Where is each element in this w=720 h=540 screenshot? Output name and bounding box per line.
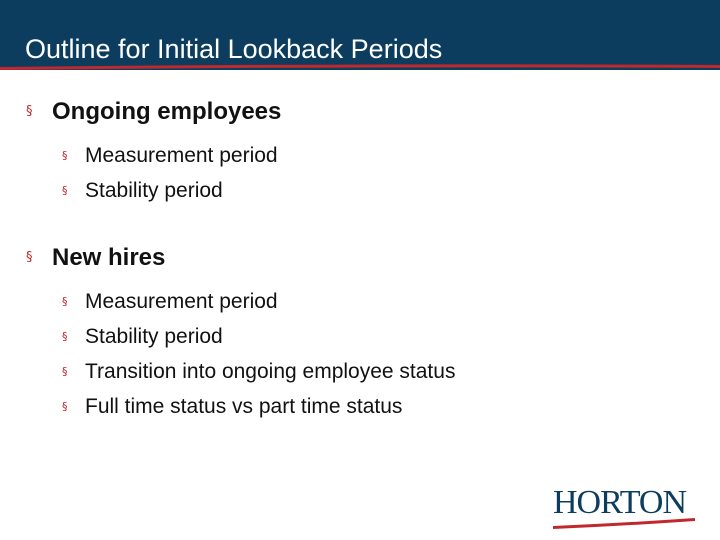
- list-item: Stability period: [85, 325, 223, 348]
- list-item: Stability period: [85, 179, 223, 202]
- bullet-marker: §: [62, 400, 68, 413]
- slide-title: Outline for Initial Lookback Periods: [25, 34, 443, 64]
- bullet-marker: §: [62, 295, 68, 308]
- bullet-marker: §: [62, 149, 68, 162]
- title-bar: [0, 0, 720, 70]
- bullet-marker: §: [26, 250, 33, 265]
- logo-swoosh-icon: [553, 514, 695, 530]
- section-heading-new-hires: New hires: [52, 244, 166, 271]
- bullet-marker: §: [62, 365, 68, 378]
- list-item: Full time status vs part time status: [85, 395, 403, 418]
- bullet-marker: §: [26, 104, 33, 119]
- bullet-marker: §: [62, 330, 68, 343]
- horton-logo: [553, 484, 695, 530]
- bullet-marker: §: [62, 184, 68, 197]
- logo-wordmark: HORTON: [553, 484, 687, 521]
- title-underline: [0, 62, 720, 72]
- section-heading-ongoing-employees: Ongoing employees: [52, 98, 282, 125]
- list-item: Measurement period: [85, 144, 278, 167]
- list-item: Measurement period: [85, 290, 278, 313]
- list-item: Transition into ongoing employee status: [85, 360, 456, 383]
